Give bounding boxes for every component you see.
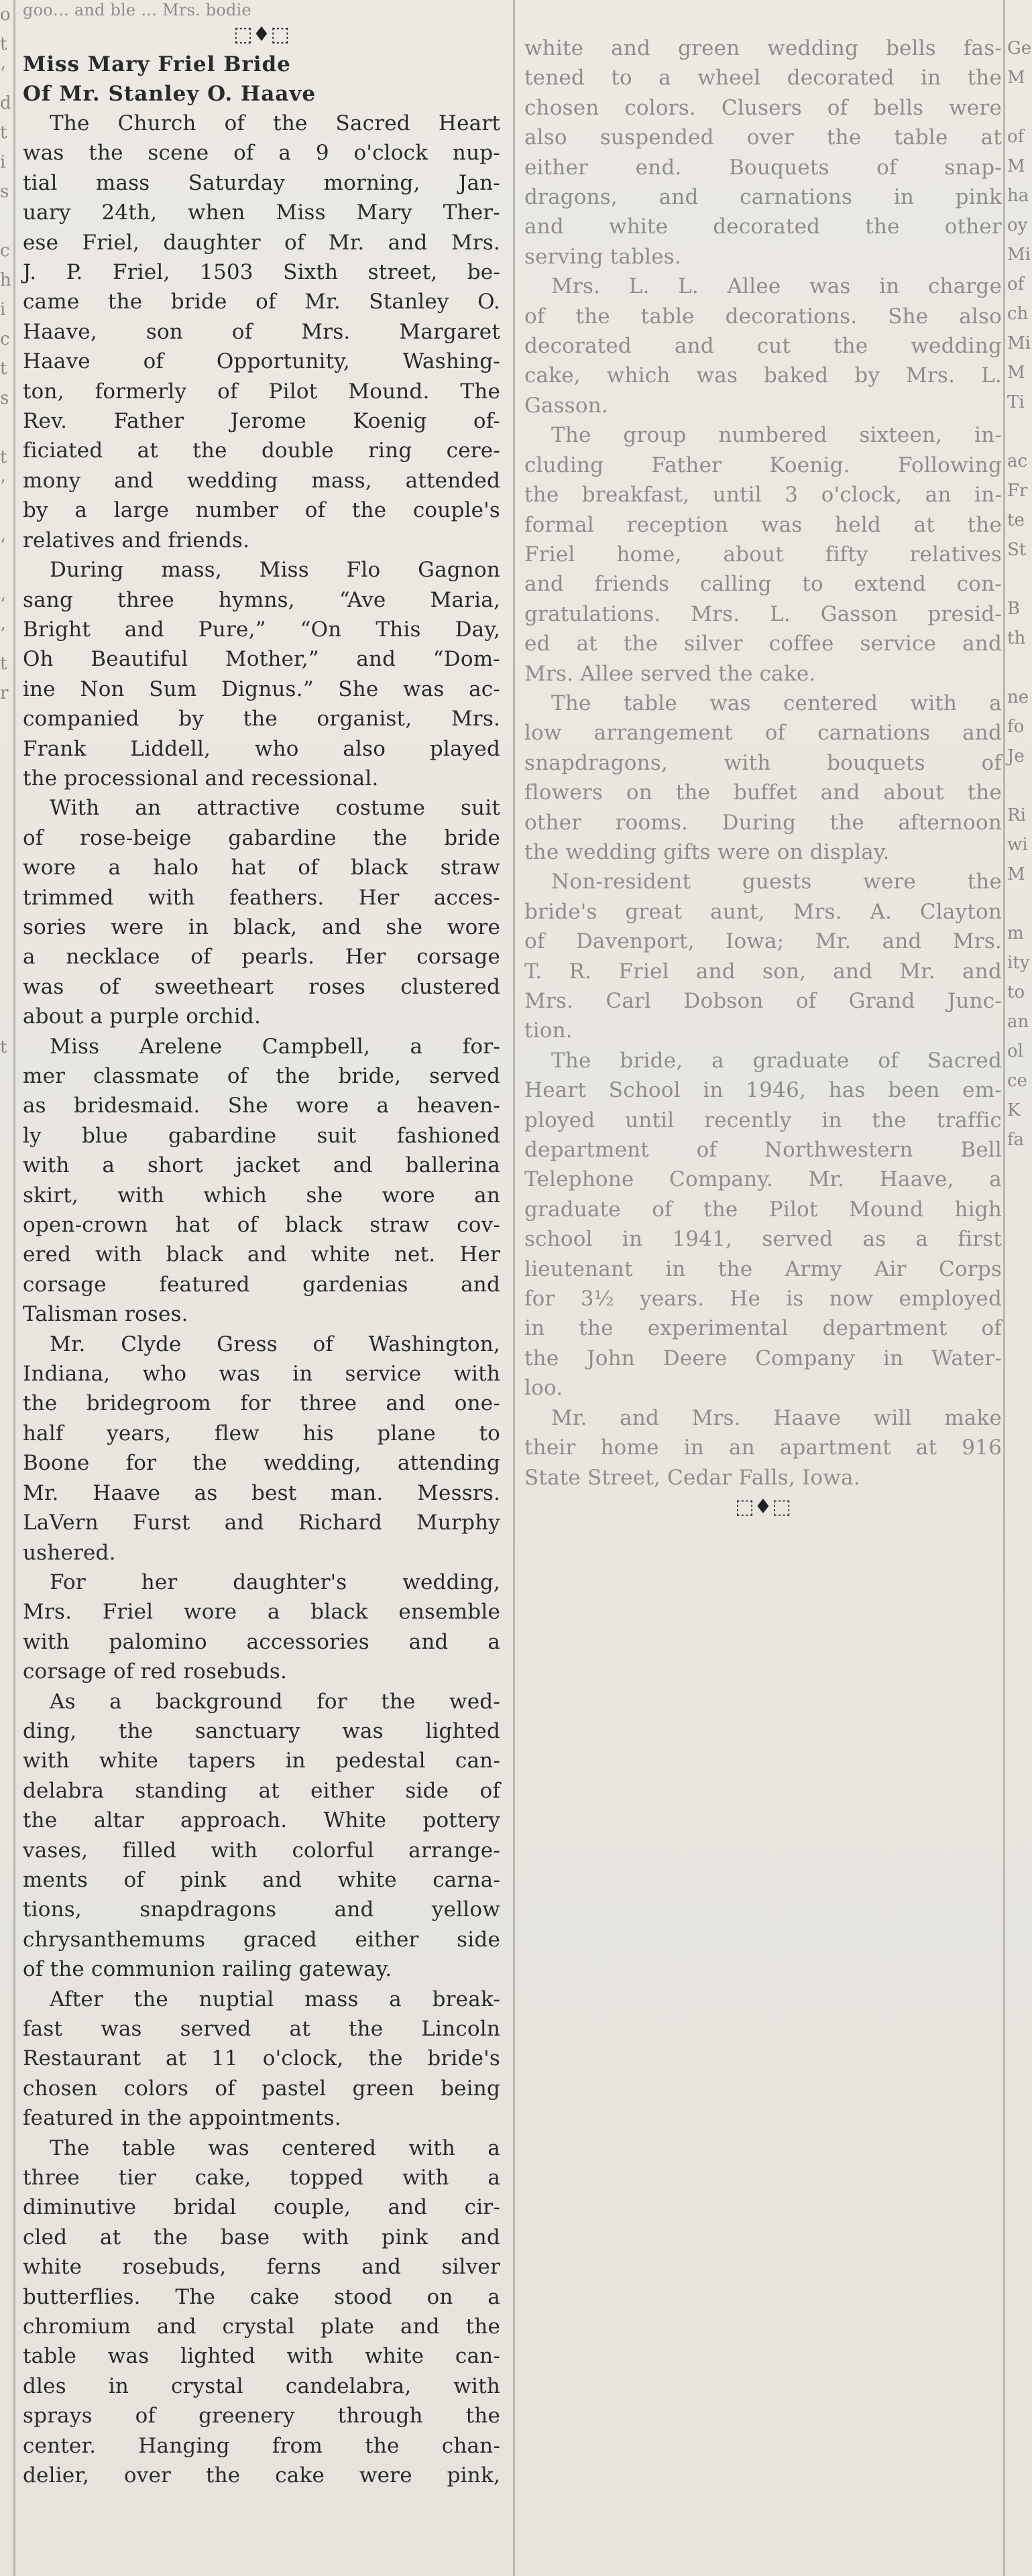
margin-fragment: m xyxy=(1007,923,1024,943)
margin-fragment xyxy=(1007,565,1032,594)
text-line: Boone for the wedding, attending xyxy=(23,1451,500,1476)
margin-fragment: ’ xyxy=(0,477,6,497)
margin-fragment xyxy=(0,826,9,856)
text-line: ered with black and white net. Her xyxy=(23,1242,500,1267)
text-line: During mass, Miss Flo Gagnon xyxy=(50,558,500,583)
text-line: ushered. xyxy=(23,1540,116,1565)
text-line: the John Deere Company in Water- xyxy=(524,1346,1002,1370)
right-neighbor-column-fragments xyxy=(1007,34,1032,1155)
text-line: For her daughter's wedding, xyxy=(50,1570,500,1594)
text-line: ding, the sanctuary was lighted xyxy=(23,1718,500,1743)
text-line: wore a halo hat of black straw xyxy=(23,856,500,880)
text-line: either end. Bouquets of snap- xyxy=(524,155,1002,180)
margin-fragment: ne xyxy=(1007,687,1029,707)
text-line: Non-resident guests were the xyxy=(551,870,1002,894)
margin-fragment: fa xyxy=(1007,1130,1025,1150)
text-line: their home in an apartment at 916 xyxy=(524,1436,1002,1460)
margin-fragment: K xyxy=(1007,1100,1021,1120)
margin-fragment: M xyxy=(1007,156,1025,176)
text-line: and friends calling to extend con- xyxy=(524,572,1002,597)
margin-fragment: of xyxy=(1007,274,1025,294)
margin-fragment: ’ xyxy=(0,624,6,644)
text-line: tened to a wheel decorated in the xyxy=(524,66,1002,91)
margin-fragment: ch xyxy=(1007,304,1029,324)
margin-fragment: Mi xyxy=(1007,333,1031,353)
text-line: Restaurant at 11 o'clock, the bride's xyxy=(23,2046,500,2071)
margin-fragment: th xyxy=(1007,628,1026,648)
headline-line-1: Miss Mary Friel Bride xyxy=(23,52,291,76)
text-line: flowers on the buffet and about the xyxy=(524,780,1002,805)
text-line: Mrs. Friel wore a black ensemble xyxy=(23,1600,500,1625)
text-line: for 3½ years. He is now employed xyxy=(524,1287,1002,1311)
margin-fragment: Ri xyxy=(1007,805,1026,825)
text-line: also suspended over the table at xyxy=(524,125,1002,150)
margin-fragment: s xyxy=(0,182,9,202)
text-line: Rev. Father Jerome Koenig of- xyxy=(23,409,500,434)
text-line: a necklace of pearls. Her corsage xyxy=(23,945,500,970)
text-line: featured in the appointments. xyxy=(23,2106,341,2131)
text-line: of the table decorations. She also xyxy=(524,304,1002,329)
margin-fragment: of xyxy=(1007,127,1025,147)
margin-fragment: M xyxy=(1007,864,1025,884)
margin-fragment: ha xyxy=(1007,186,1029,206)
margin-fragment: ’ xyxy=(0,64,6,84)
margin-fragment xyxy=(0,915,9,944)
text-line: in the experimental department of xyxy=(524,1316,1002,1341)
text-line: Mr. Haave as best man. Messrs. xyxy=(23,1480,500,1505)
text-line: half years, flew his plane to xyxy=(23,1421,500,1446)
text-line: cluding Father Koenig. Following xyxy=(524,453,1002,477)
text-line: corsage of red rosebuds. xyxy=(23,1659,288,1684)
text-line: ments of pink and white carna- xyxy=(23,1867,500,1892)
margin-fragment: ity xyxy=(1007,953,1030,973)
text-line: by a large number of the couple's xyxy=(23,498,500,523)
column-rule-left xyxy=(13,0,15,2576)
margin-fragment: Ti xyxy=(1007,392,1025,412)
text-line: fast was served at the Lincoln xyxy=(23,2017,500,2041)
text-line: the wedding gifts were on display. xyxy=(524,839,890,864)
ornament-top: ⬚♦⬚ xyxy=(233,23,290,46)
margin-fragment: o xyxy=(0,5,11,25)
margin-fragment: St xyxy=(1007,540,1027,560)
text-line: the processional and recessional. xyxy=(23,766,379,791)
margin-fragment: t xyxy=(0,359,7,379)
text-line: cled at the base with pink and xyxy=(23,2225,500,2249)
text-line: was the scene of a 9 o'clock nup- xyxy=(23,141,500,166)
margin-fragment: to xyxy=(1007,982,1025,1002)
text-line: ficiated at the double ring cere- xyxy=(23,438,500,463)
article-body-col1 xyxy=(23,109,500,2491)
text-line: T. R. Friel and son, and Mr. and xyxy=(524,959,1002,984)
text-line: Telephone Company. Mr. Haave, a xyxy=(524,1167,1002,1192)
text-line: ton, formerly of Pilot Mound. The xyxy=(23,379,500,404)
text-line: J. P. Friel, 1503 Sixth street, be- xyxy=(23,260,500,285)
text-line: Mr. Clyde Gress of Washington, xyxy=(50,1332,500,1356)
text-line: tion. xyxy=(524,1018,573,1043)
text-line: State Street, Cedar Falls, Iowa. xyxy=(524,1465,860,1490)
text-line: Miss Arelene Campbell, a for- xyxy=(50,1034,500,1059)
text-line: chrysanthemums graced either side xyxy=(23,1927,500,1952)
margin-fragment xyxy=(0,1121,9,1151)
margin-fragment: t xyxy=(0,34,7,54)
text-line: skirt, with which she wore an xyxy=(23,1183,500,1208)
text-line: butterflies. The cake stood on a xyxy=(23,2284,500,2309)
text-line: of the communion railing gateway. xyxy=(23,1957,392,1982)
text-line: mer classmate of the bride, served xyxy=(23,1064,500,1088)
text-line: other rooms. During the afternoon xyxy=(524,810,1002,835)
text-line: ese Friel, daughter of Mr. and Mrs. xyxy=(23,230,500,255)
text-line: about a purple orchid. xyxy=(23,1004,262,1029)
margin-fragment: Mi xyxy=(1007,245,1031,265)
text-line: vases, filled with colorful arrange- xyxy=(23,1838,500,1863)
margin-fragment: t xyxy=(0,1037,7,1057)
text-line: of Davenport, Iowa; Mr. and Mrs. xyxy=(524,929,1002,954)
text-line: bride's great aunt, Mrs. A. Clayton xyxy=(524,899,1002,924)
margin-fragment: ‘ xyxy=(0,595,6,615)
text-line: lieutenant in the Army Air Corps xyxy=(524,1256,1002,1281)
text-line: chromium and crystal plate and the xyxy=(23,2315,500,2339)
left-neighbor-column-fragments xyxy=(0,0,9,1151)
text-line: and white decorated the other xyxy=(524,215,1002,239)
margin-fragment: te xyxy=(1007,510,1025,530)
margin-fragment xyxy=(0,885,9,915)
text-line: the breakfast, until 3 o'clock, an in- xyxy=(524,483,1002,508)
text-line: relatives and friends. xyxy=(23,528,250,552)
text-line: Mrs. Carl Dobson of Grand Junc- xyxy=(524,989,1002,1013)
text-line: The table was centered with a xyxy=(50,2135,500,2160)
text-line: as bridesmaid. She wore a heaven- xyxy=(23,1094,500,1118)
margin-fragment: ol xyxy=(1007,1041,1023,1061)
text-line: corsage featured gardenias and xyxy=(23,1272,500,1297)
text-line: gratulations. Mrs. L. Gasson presid- xyxy=(524,601,1002,626)
text-line: Heart School in 1946, has been em- xyxy=(524,1078,1002,1103)
text-line: Gasson. xyxy=(524,393,608,418)
text-line: Bright and Pure,” “On This Day, xyxy=(23,617,500,642)
text-line: the altar approach. White pottery xyxy=(23,1808,500,1833)
margin-fragment: t xyxy=(0,447,7,467)
text-line: sang three hymns, “Ave Maria, xyxy=(23,587,500,612)
text-line: Haave, son of Mrs. Margaret xyxy=(23,319,500,344)
text-line: Mrs. Allee served the cake. xyxy=(524,661,816,686)
margin-fragment xyxy=(0,1092,9,1121)
text-line: Haave of Opportunity, Washing- xyxy=(23,349,500,374)
text-line: companied by the organist, Mrs. xyxy=(23,707,500,731)
text-line: The table was centered with a xyxy=(551,691,1002,715)
text-line: LaVern Furst and Richard Murphy xyxy=(23,1511,500,1535)
margin-fragment: wi xyxy=(1007,835,1028,855)
text-line: Frank Liddell, who also played xyxy=(23,736,500,761)
text-line: the bridegroom for three and one- xyxy=(23,1391,500,1416)
margin-fragment xyxy=(0,738,9,767)
article-column-1 xyxy=(23,0,500,2491)
margin-fragment: ‘ xyxy=(0,536,6,556)
margin-fragment: i xyxy=(0,300,6,320)
text-line: After the nuptial mass a break- xyxy=(50,1987,500,2011)
margin-fragment: Ge xyxy=(1007,38,1032,58)
text-line: delier, over the cake were pink, xyxy=(23,2463,500,2488)
margin-fragment xyxy=(1007,93,1032,122)
text-line: Oh Beautiful Mother,” and “Dom- xyxy=(23,647,500,672)
text-line: With an attractive costume suit xyxy=(50,796,500,821)
margin-fragment xyxy=(0,1062,9,1092)
text-line: dragons, and carnations in pink xyxy=(524,185,1002,210)
text-line: ine Non Sum Dignus.” She was ac- xyxy=(23,677,500,701)
margin-fragment: h xyxy=(0,270,11,290)
text-line: trimmed with feathers. Her acces- xyxy=(23,885,500,910)
text-line: Friel home, about fifty relatives xyxy=(524,542,1002,567)
margin-fragment xyxy=(0,767,9,797)
text-line: department of Northwestern Bell xyxy=(524,1138,1002,1163)
margin-fragment: ce xyxy=(1007,1071,1027,1091)
margin-fragment xyxy=(0,1003,9,1033)
margin-fragment: c xyxy=(0,241,10,261)
text-line: three tier cake, topped with a xyxy=(23,2166,500,2190)
text-line: tions, snapdragons and yellow xyxy=(23,1897,500,1922)
text-line: was of sweetheart roses clustered xyxy=(23,974,500,999)
text-line: As a background for the wed- xyxy=(50,1689,500,1714)
margin-fragment xyxy=(1007,889,1032,919)
article-column-2 xyxy=(524,0,1002,1522)
text-line: serving tables. xyxy=(524,244,681,269)
article-body-col2 xyxy=(524,0,1002,1492)
text-line: Mrs. L. L. Allee was in charge xyxy=(551,274,1002,299)
text-line: dles in crystal candelabra, with xyxy=(23,2374,500,2398)
text-line: ly blue gabardine suit fashioned xyxy=(23,1123,500,1148)
text-line: sories were in black, and she wore xyxy=(23,915,500,939)
margin-fragment: s xyxy=(0,388,9,408)
margin-fragment xyxy=(0,708,9,738)
text-line: tial mass Saturday morning, Jan- xyxy=(23,170,500,195)
text-line: low arrangement of carnations and xyxy=(524,721,1002,746)
margin-fragment xyxy=(0,561,9,590)
margin-fragment: oy xyxy=(1007,215,1028,235)
text-line: snapdragons, with bouquets of xyxy=(524,750,1002,775)
text-line: The bride, a graduate of Sacred xyxy=(551,1048,1002,1073)
margin-fragment: r xyxy=(0,683,9,703)
text-line: The Church of the Sacred Heart xyxy=(50,111,500,135)
margin-fragment xyxy=(0,856,9,885)
column-rule-right xyxy=(1003,0,1005,2576)
margin-fragment xyxy=(0,974,9,1003)
text-line: delabra standing at either side of xyxy=(23,1778,500,1803)
text-line: school in 1941, served as a first xyxy=(524,1227,1002,1252)
margin-fragment: ac xyxy=(1007,451,1028,471)
margin-fragment: t xyxy=(0,654,7,674)
margin-fragment xyxy=(0,797,9,826)
margin-fragment: an xyxy=(1007,1012,1029,1032)
text-line: decorated and cut the wedding xyxy=(524,334,1002,359)
text-line: diminutive bridal couple, and cir- xyxy=(23,2195,500,2220)
margin-fragment: M xyxy=(1007,363,1025,383)
text-line: white and green wedding bells fas- xyxy=(524,36,1002,60)
margin-fragment: M xyxy=(1007,68,1025,88)
text-line: of rose-beige gabardine the bride xyxy=(23,825,500,850)
text-line: graduate of the Pilot Mound high xyxy=(524,1197,1002,1222)
text-line: chosen colors. Clusers of bells were xyxy=(524,95,1002,120)
margin-fragment: B xyxy=(1007,599,1021,619)
text-line: chosen colors of pastel green being xyxy=(23,2076,500,2101)
text-line: with white tapers in pedestal can- xyxy=(23,1749,500,1773)
text-line: The group numbered sixteen, in- xyxy=(551,423,1002,448)
top-clipped-fragment: goo… and ble … Mrs. bodie xyxy=(23,1,251,19)
text-line: table was lighted with white can- xyxy=(23,2344,500,2369)
margin-fragment xyxy=(0,502,9,531)
text-line: Talisman roses. xyxy=(23,1302,188,1327)
margin-fragment xyxy=(0,207,9,236)
text-line: center. Hanging from the chan- xyxy=(23,2433,500,2458)
margin-fragment xyxy=(1007,653,1032,683)
margin-fragment: i xyxy=(0,152,6,172)
text-line: sprays of greenery through the xyxy=(23,2404,500,2428)
text-line: cake, which was baked by Mrs. L. xyxy=(524,363,1002,388)
margin-fragment xyxy=(1007,417,1032,447)
text-line: loo. xyxy=(524,1376,563,1401)
text-line: white rosebuds, ferns and silver xyxy=(23,2255,500,2280)
column-rule-middle xyxy=(513,0,515,2576)
text-line: with palomino accessories and a xyxy=(23,1629,500,1654)
text-line: Mr. and Mrs. Haave will make xyxy=(551,1405,1002,1430)
margin-fragment: fo xyxy=(1007,717,1025,737)
text-line: with a short jacket and ballerina xyxy=(23,1153,500,1178)
margin-fragment xyxy=(1007,771,1032,801)
text-line: mony and wedding mass, attended xyxy=(23,468,500,493)
text-line: uary 24th, when Miss Mary Ther- xyxy=(23,200,500,225)
text-line: formal reception was held at the xyxy=(524,512,1002,537)
text-line: ed at the silver coffee service and xyxy=(524,632,1002,656)
text-line: came the bride of Mr. Stanley O. xyxy=(23,290,500,314)
margin-fragment xyxy=(0,944,9,974)
margin-fragment: Je xyxy=(1007,746,1025,766)
text-line: ployed until recently in the traffic xyxy=(524,1108,1002,1132)
margin-fragment: Fr xyxy=(1007,481,1028,501)
margin-fragment: t xyxy=(0,123,7,143)
text-line: Indiana, who was in service with xyxy=(23,1362,500,1387)
ornament-bottom: ⬚♦⬚ xyxy=(735,1495,791,1519)
margin-fragment: c xyxy=(0,329,10,349)
margin-fragment: d xyxy=(0,93,11,113)
text-line: open-crown hat of black straw cov- xyxy=(23,1213,500,1238)
headline-line-2: Of Mr. Stanley O. Haave xyxy=(23,82,317,106)
margin-fragment xyxy=(0,413,9,443)
